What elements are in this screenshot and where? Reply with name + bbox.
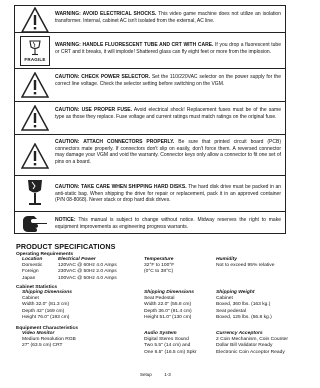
warning-triangle-icon	[20, 5, 50, 35]
safety-warnings-box	[14, 5, 286, 234]
notice-manual-changes	[15, 212, 285, 235]
table-cell: Electronic Coin Acceptor Ready	[216, 349, 285, 355]
table-cell: Not to exceed 95% relative	[216, 263, 275, 269]
table-cell: (0°C to 38°C)	[144, 269, 174, 275]
table-cell: 2 Coin Mechanism, Coin Counter	[216, 337, 289, 343]
table-cell: 120VAC @ 60Hz 4.0 Amps	[58, 263, 117, 269]
footer-page-number: 1-3	[164, 372, 171, 377]
col-header: Location	[22, 257, 43, 262]
warning-text: CAUTION: ATTACH CONNECTORS PROPERLY. Be sure that printed circuit board (PCB) connectors mate properly. If connectors don't slip on easily, don't force them. A reversed connector may damage your VGM and void the warranty. Connector keys only allow a connector to fit one set of pins on a board.	[55, 139, 281, 165]
table-cell: 100VAC @ 50Hz 4.0 Amps	[58, 275, 117, 281]
table-cell: Cabinet	[216, 296, 233, 302]
table-cell: Depth 42" (169 cm)	[22, 308, 65, 314]
warning-text: CAUTION: TAKE CARE WHEN SHIPPING HARD DISKS. The hard disk drive must be packed in an anti-static bag. When shipping the drive for repair or replacement, pack it in an approved container (P/N 08-8068). Never stack or drop hard disk drives.	[55, 184, 281, 204]
glass-icon	[20, 178, 50, 208]
hand-pointer-icon	[20, 209, 50, 239]
warning-triangle-icon	[20, 103, 50, 133]
col-header: Audio System	[144, 331, 177, 336]
col-header: Video Monitor	[22, 331, 55, 336]
operating-heading: Operating Requirements	[16, 252, 74, 257]
table-cell: Width 32.0" (81.3 cm)	[22, 302, 70, 308]
warning-text: NOTICE: This manual is subject to change without notice. Midway reserves the right to make equipment improvements as engineering progress warrants.	[55, 217, 281, 230]
operating-table	[16, 257, 290, 282]
table-cell: Width 22.0" (55.8 cm)	[144, 302, 192, 308]
equipment-heading: Equipment Characteristics	[16, 326, 78, 331]
warning-hard-disks	[15, 176, 285, 212]
footer-section: Setup	[140, 372, 152, 377]
specs-title: PRODUCT SPECIFICATIONS	[16, 242, 116, 251]
fragile-icon: FRAGILE	[20, 36, 50, 66]
table-cell: Seat Pedestal	[144, 296, 175, 302]
table-cell: Depth 36.0" (91.4 cm)	[144, 308, 192, 314]
warning-fluorescent-crt	[15, 33, 285, 69]
col-header: Electrical Power	[58, 257, 96, 262]
cabinet-heading: Cabinet Statistics	[16, 285, 58, 290]
table-cell: Boxed, 360 lbs. (163 kg.)	[216, 302, 271, 308]
warning-text: WARNING: AVOID ELECTRICAL SHOCKS. This video game machine does not utilize an isolation transformer. Internal, cabinet AC isn't isolated from the external, AC line.	[55, 11, 281, 24]
warning-proper-fuse	[15, 102, 285, 135]
equipment-table	[16, 331, 290, 355]
col-header: Shipping Dimensions	[144, 290, 194, 295]
cabinet-table	[16, 290, 290, 322]
page-footer	[140, 372, 171, 377]
table-cell: Digital Stereo Sound	[144, 337, 189, 343]
table-cell: Medium Resolution RGB	[22, 337, 76, 343]
warning-triangle-icon	[20, 141, 50, 171]
warning-power-selector	[15, 69, 285, 102]
table-cell: Foreign	[22, 269, 39, 275]
table-cell: 27" (63.5 cm) CRT	[22, 343, 63, 349]
table-cell: 32°F to 100°F	[144, 263, 175, 269]
col-header: Shipping Weight	[216, 290, 255, 295]
warning-text: CAUTION: USE PROPER FUSE. Avoid electrical shock! Replacement fuses must be of the same type as those they replace. Fuse voltage and current ratings must match ratings on the original fuse.	[55, 107, 281, 120]
col-header: Shipping Dimensions	[22, 290, 72, 295]
warning-electrical-shock	[15, 6, 285, 33]
col-header: Humidity	[216, 257, 237, 262]
table-cell: Seat pedestal	[216, 308, 246, 314]
col-header: Temperature	[144, 257, 174, 262]
col-header: Currency Acceptors	[216, 331, 263, 336]
warning-text: CAUTION: CHECK POWER SELECTOR. Set the 110/220VAC selector on the power supply for the correct line voltage. Check the selector setting before switching on the VGM.	[55, 74, 281, 87]
warning-text: WARNING: HANDLE FLUORESCENT TUBE AND CRT WITH CARE. If you drop a fluorescent tube or CRT and it breaks, it will implode! Shattered glass can fly eight feet or more from the implosion.	[55, 42, 281, 55]
table-cell: Domestic	[22, 263, 43, 269]
warning-triangle-icon	[20, 70, 50, 100]
table-cell: 230VAC @ 50Hz 2.0 Amps	[58, 269, 117, 275]
table-cell: Height 76.0" (193 cm)	[22, 314, 70, 320]
table-cell: Height 51.0" (130 cm)	[144, 314, 192, 320]
warning-connectors	[15, 135, 285, 176]
product-specifications	[16, 242, 290, 355]
table-cell: Japan	[22, 275, 36, 281]
table-cell: Two 5.5" (14 cm) and	[144, 343, 191, 349]
table-cell: Boxed, 125 lbs. (56.8 kg.)	[216, 314, 272, 320]
table-cell: Dollar Bill Validator Ready	[216, 343, 273, 349]
table-cell: One 6.5" (16.5 cm) Spkr	[144, 349, 197, 355]
table-cell: Cabinet	[22, 296, 39, 302]
